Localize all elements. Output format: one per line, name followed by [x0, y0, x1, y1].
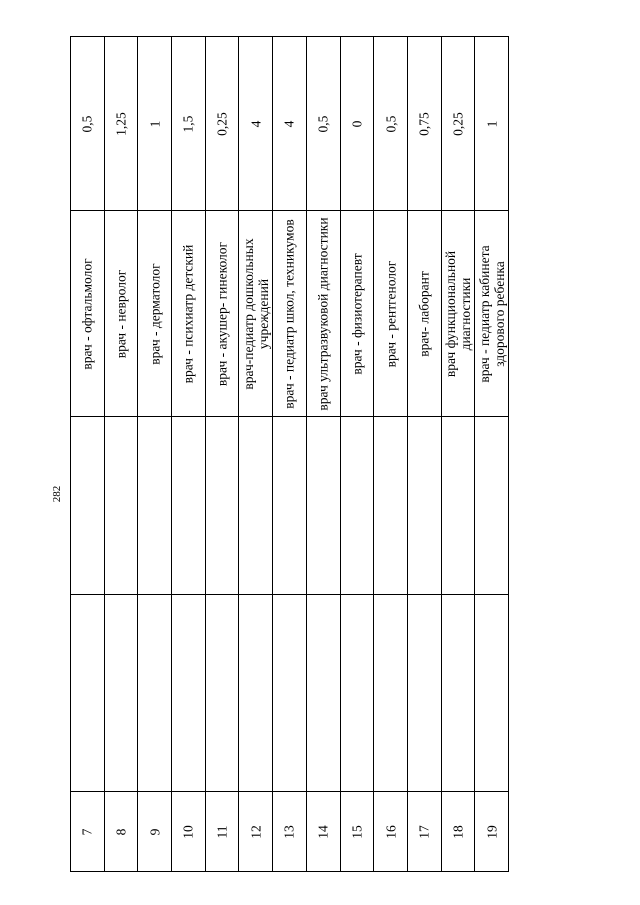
name-cell [138, 211, 172, 417]
value-text: 4 [248, 120, 264, 127]
value-cell [441, 37, 475, 211]
name-text: врач - физиотерапевт [349, 252, 365, 375]
value-cell [71, 37, 105, 211]
name-text: врач - офтальмолог [79, 257, 95, 370]
name-cell [374, 211, 408, 417]
number-text: 12 [248, 824, 264, 839]
number-text: 15 [349, 824, 365, 839]
number-text: 14 [315, 824, 331, 839]
name-cell [441, 211, 475, 417]
number-text: 10 [180, 824, 196, 839]
name-cell [407, 211, 441, 417]
number-cell [172, 792, 206, 872]
empty-cell [407, 417, 441, 595]
value-cell [138, 37, 172, 211]
value-text: 1 [484, 120, 500, 127]
empty-cell [104, 595, 138, 792]
name-text: врач - педиатр школ, техникумов [281, 218, 297, 409]
number-row [71, 792, 509, 872]
empty-cell [273, 595, 307, 792]
empty-row-a [71, 417, 509, 595]
empty-cell [172, 417, 206, 595]
name-text: врач- лаборант [416, 270, 432, 357]
empty-cell [306, 595, 340, 792]
staff-table [70, 36, 508, 871]
name-text: врач - рентгенолог [383, 260, 399, 367]
name-cell [104, 211, 138, 417]
number-text: 17 [416, 824, 432, 839]
number-text: 7 [79, 828, 95, 835]
empty-cell [138, 417, 172, 595]
empty-cell [340, 417, 374, 595]
empty-cell [71, 595, 105, 792]
number-text: 13 [281, 824, 297, 839]
empty-cell [239, 595, 273, 792]
number-text: 18 [450, 824, 466, 839]
page-number: 282 [51, 485, 63, 503]
value-text: 0,75 [416, 111, 432, 136]
number-text: 8 [113, 828, 129, 835]
empty-cell [205, 595, 239, 792]
name-text: врач - психиатр детский [180, 244, 196, 383]
name-cell [475, 211, 509, 417]
name-cell [71, 211, 105, 417]
empty-cell [441, 417, 475, 595]
number-cell [407, 792, 441, 872]
value-cell [340, 37, 374, 211]
number-cell [306, 792, 340, 872]
value-cell [273, 37, 307, 211]
value-text: 0,25 [450, 111, 466, 136]
number-text: 11 [214, 825, 230, 838]
number-cell [475, 792, 509, 872]
value-text: 1,25 [113, 111, 129, 136]
number-cell [273, 792, 307, 872]
number-cell [205, 792, 239, 872]
number-cell [374, 792, 408, 872]
name-cell [239, 211, 273, 417]
empty-cell [172, 595, 206, 792]
empty-cell [239, 417, 273, 595]
number-cell [138, 792, 172, 872]
value-row [71, 37, 509, 211]
name-cell [172, 211, 206, 417]
value-cell [306, 37, 340, 211]
number-cell [340, 792, 374, 872]
name-row [71, 211, 509, 417]
empty-cell [374, 595, 408, 792]
empty-cell [104, 417, 138, 595]
value-text: 1 [147, 120, 163, 127]
name-cell [273, 211, 307, 417]
value-cell [205, 37, 239, 211]
value-text: 0,25 [214, 111, 230, 136]
name-text: врач ультразвуковой диагностики [315, 216, 331, 411]
name-text: врач - дерматолог [147, 262, 163, 365]
empty-cell [205, 417, 239, 595]
name-text: врач - невролог [113, 269, 129, 358]
number-cell [239, 792, 273, 872]
value-cell [172, 37, 206, 211]
name-text: врач - акушер- гинеколог [214, 241, 230, 386]
value-cell [239, 37, 273, 211]
number-cell [441, 792, 475, 872]
number-text: 9 [147, 828, 163, 835]
empty-cell [306, 417, 340, 595]
number-cell [104, 792, 138, 872]
empty-cell [475, 595, 509, 792]
value-text: 0,5 [79, 115, 95, 132]
empty-cell [407, 595, 441, 792]
value-cell [374, 37, 408, 211]
name-cell [205, 211, 239, 417]
name-text: врач - педиатр кабинета здорового ребенка [476, 244, 507, 383]
empty-cell [71, 417, 105, 595]
empty-cell [138, 595, 172, 792]
name-cell [306, 211, 340, 417]
number-text: 16 [383, 824, 399, 839]
empty-row-b [71, 595, 509, 792]
name-cell [340, 211, 374, 417]
number-text: 19 [484, 824, 500, 839]
value-cell [104, 37, 138, 211]
name-text: врач-педиатр дошкольных учреждений [240, 237, 271, 390]
number-cell [71, 792, 105, 872]
name-text: врач функциональной диагностики [442, 250, 473, 377]
empty-cell [340, 595, 374, 792]
empty-cell [374, 417, 408, 595]
value-cell [475, 37, 509, 211]
value-text: 4 [281, 120, 297, 127]
empty-cell [273, 417, 307, 595]
value-text: 0,5 [315, 115, 331, 132]
empty-cell [475, 417, 509, 595]
value-cell [407, 37, 441, 211]
value-text: 1,5 [180, 115, 196, 132]
empty-cell [441, 595, 475, 792]
value-text: 0,5 [383, 115, 399, 132]
value-text: 0 [349, 120, 365, 127]
